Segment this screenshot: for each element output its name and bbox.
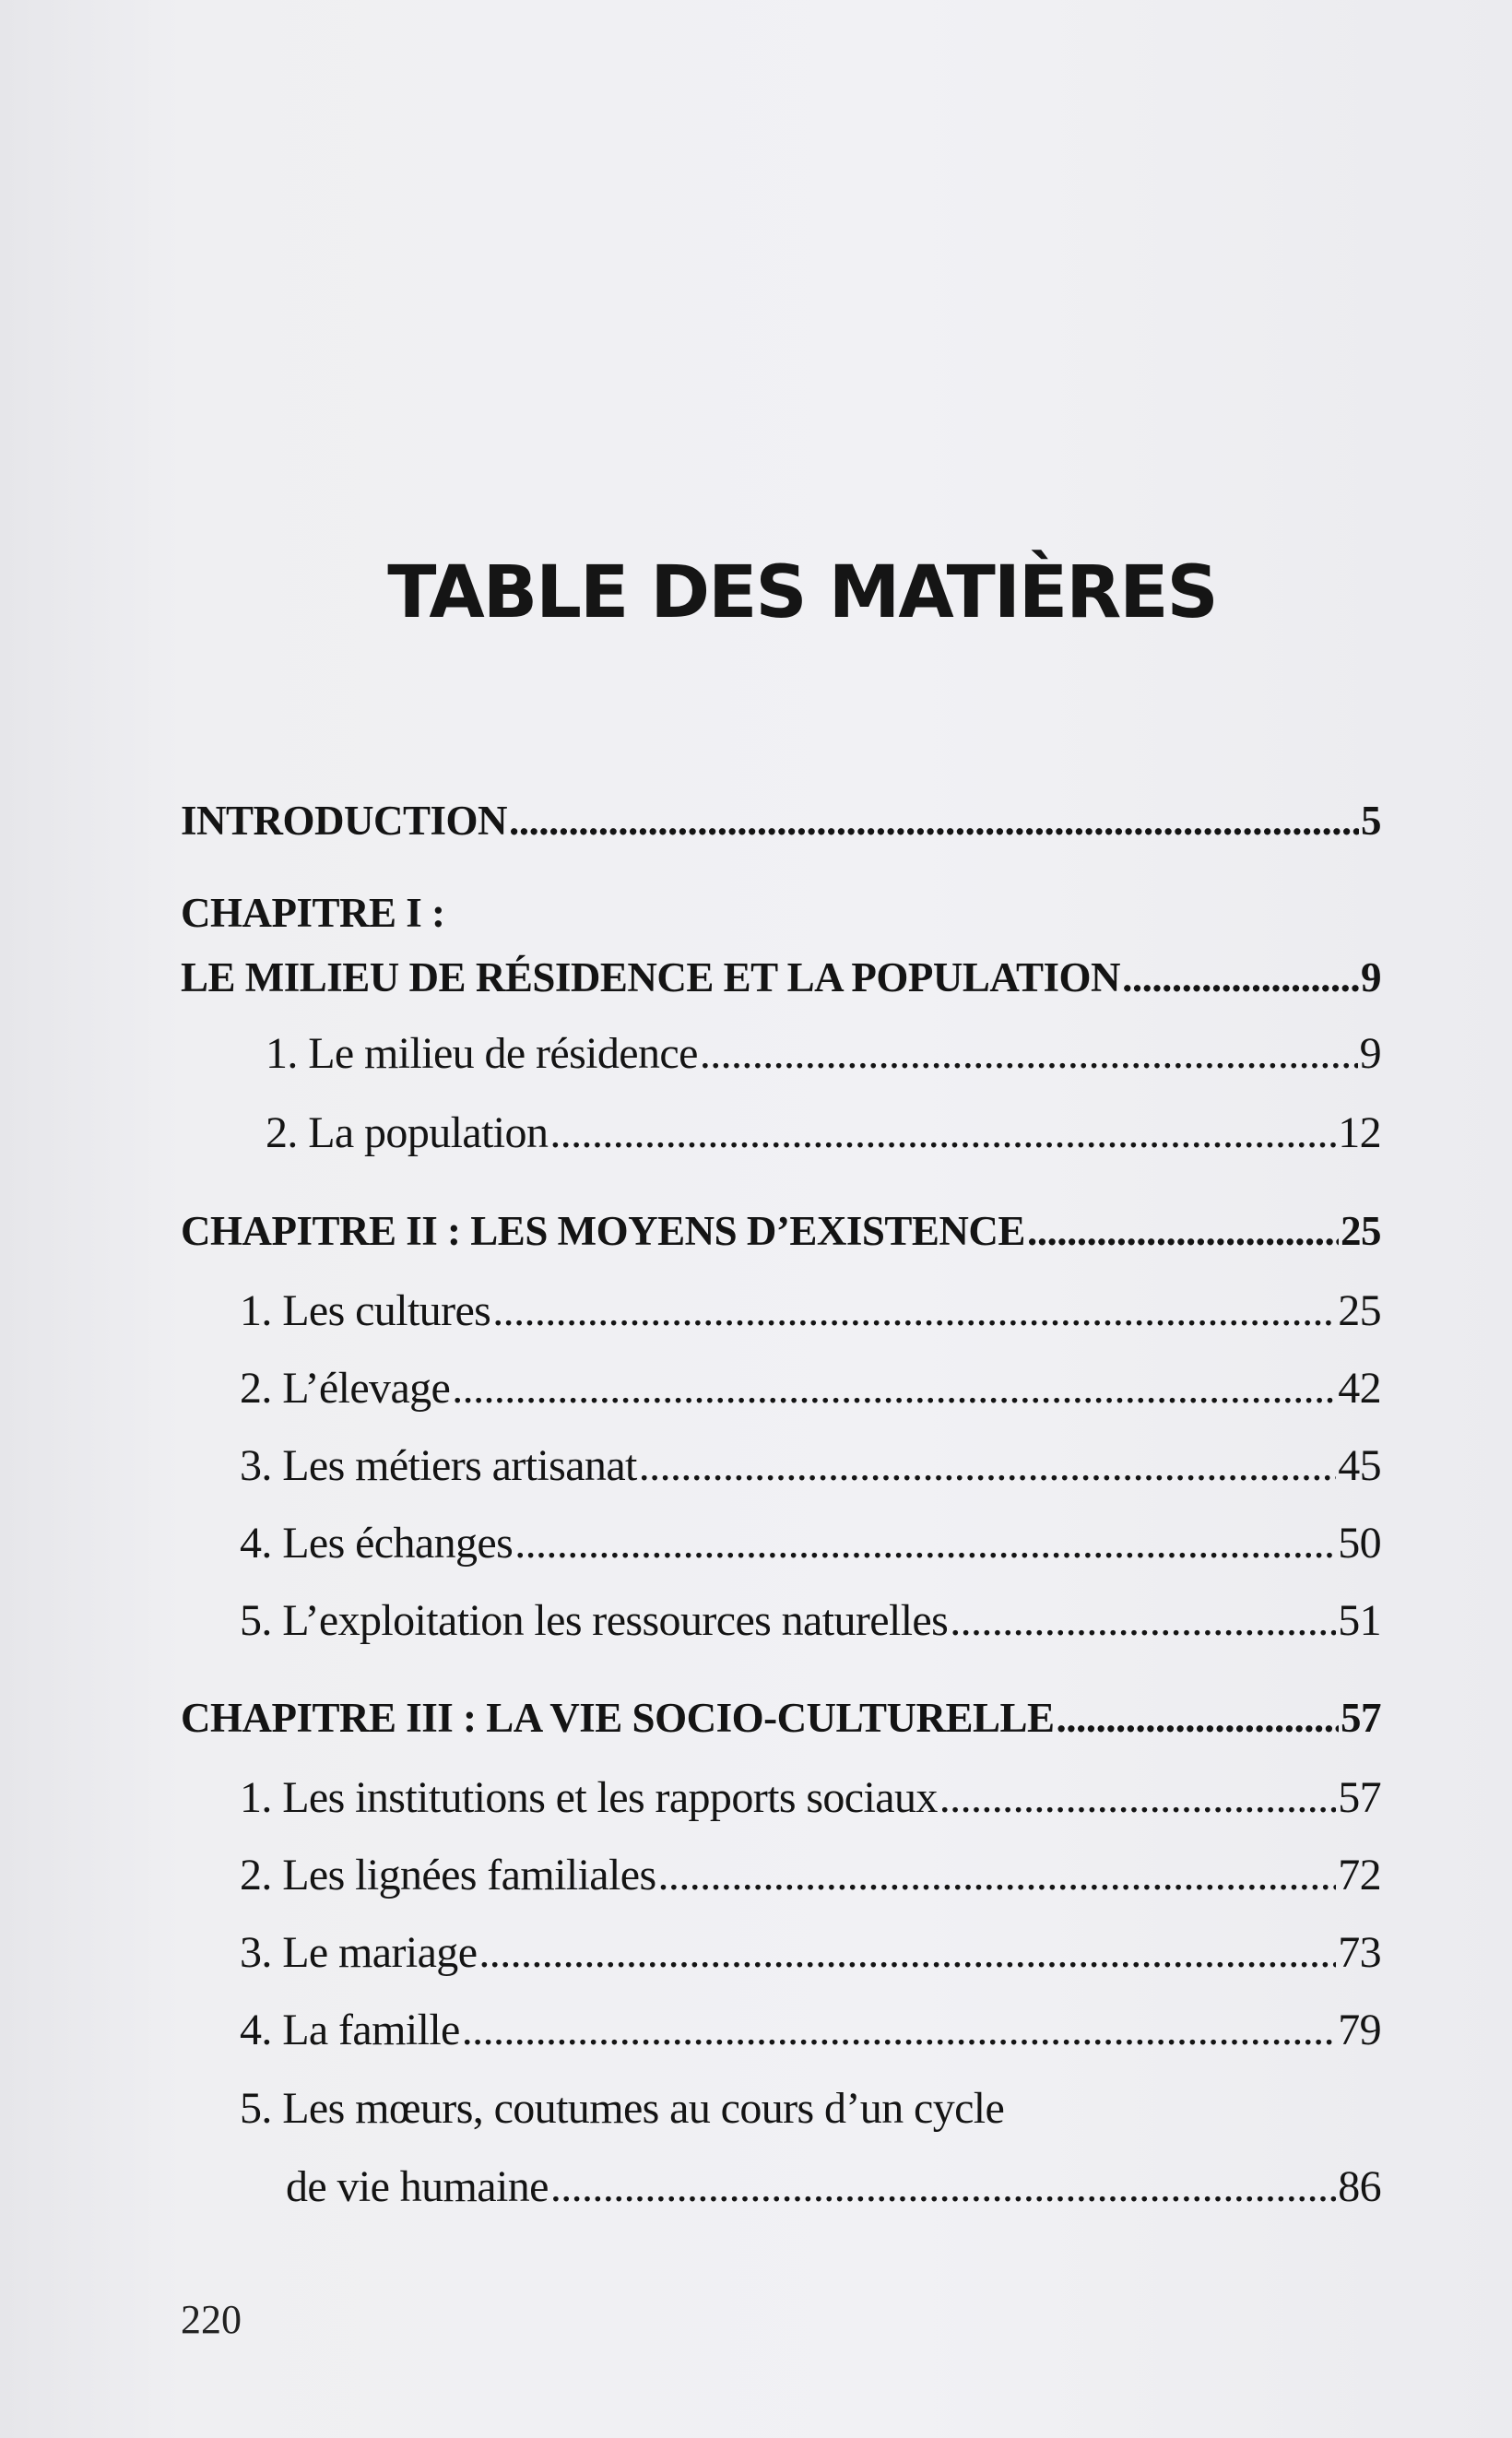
toc-entry-chapter-2[interactable] [181, 1189, 1381, 1272]
toc-page-number: 45 [1338, 1441, 1381, 1490]
dot-leader [1027, 1189, 1339, 1272]
toc-entry-label: 4. La famille [240, 2006, 460, 2054]
toc-entry-label: 1. Les cultures [240, 1286, 491, 1335]
toc-page-number: 9 [1361, 954, 1381, 1000]
dot-leader [639, 1427, 1336, 1505]
toc-entry-section[interactable] [181, 1350, 1381, 1427]
toc-entry-section[interactable] [181, 1427, 1381, 1505]
toc-entry-section[interactable] [181, 1992, 1381, 2069]
toc-entry-label: 2. La population [266, 1108, 549, 1157]
toc-entry-label: 4. Les échanges [240, 1519, 514, 1568]
toc-page-number: 25 [1341, 1208, 1381, 1254]
toc-entry-label-line1: 5. Les mœurs, coutumes au cours d’un cycle [240, 2084, 1005, 2133]
toc-entry-label: CHAPITRE III : LA VIE SOCIO-CULTURELLE [181, 1695, 1055, 1741]
toc-entry-chapter-1[interactable] [181, 941, 1381, 1014]
dot-leader [492, 1272, 1336, 1350]
toc-entry-section[interactable] [181, 1505, 1381, 1582]
dot-leader [509, 788, 1359, 853]
toc-page-number: 51 [1338, 1596, 1381, 1645]
toc-page-number: 79 [1338, 2006, 1381, 2054]
dot-leader [462, 1992, 1336, 2069]
toc-entry-label: 5. L’exploitation les ressources naturelles [240, 1596, 949, 1645]
page-number: 220 [181, 2297, 242, 2342]
dot-leader [478, 1914, 1336, 1992]
toc-entry-label: 1. Le milieu de résidence [266, 1029, 698, 1078]
toc-page-number: 12 [1338, 1108, 1381, 1157]
toc-entry-section[interactable] [181, 1272, 1381, 1350]
toc-entry-label: 1. Les institutions et les rapports sociaux [240, 1773, 938, 1822]
toc-entry-section[interactable] [181, 1582, 1381, 1660]
toc-page-number: 25 [1338, 1286, 1381, 1335]
page-title: TABLE DES MATIÈRES [387, 551, 1217, 634]
toc-entry-label: LE MILIEU DE RÉSIDENCE ET LA POPULATION [181, 954, 1121, 1000]
dot-leader [939, 1759, 1336, 1837]
toc-page-number: 57 [1338, 1773, 1381, 1822]
toc-entry-label: INTRODUCTION [181, 798, 508, 844]
chapter-1-heading: CHAPITRE I : [181, 890, 445, 936]
toc-entry-label: CHAPITRE II : LES MOYENS D’EXISTENCE [181, 1208, 1025, 1254]
dot-leader [549, 1094, 1336, 1173]
table-of-contents [181, 788, 1381, 2226]
toc-page-number: 9 [1359, 1029, 1381, 1078]
dot-leader [658, 1837, 1337, 1914]
dot-leader [452, 1350, 1336, 1427]
toc-entry-label: 3. Le mariage [240, 1928, 478, 1977]
toc-page-number: 72 [1338, 1851, 1381, 1900]
toc-entry-section[interactable] [181, 1837, 1381, 1914]
toc-entry-chapter-3[interactable] [181, 1676, 1381, 1759]
toc-entry-section[interactable] [181, 1914, 1381, 1992]
toc-entry-label: 3. Les métiers artisanat [240, 1441, 637, 1490]
dot-leader [514, 1505, 1336, 1582]
toc-entry-label: 2. L’élevage [240, 1364, 451, 1413]
toc-entry-label: 2. Les lignées familiales [240, 1851, 656, 1900]
toc-entry-section[interactable] [181, 2148, 1381, 2226]
toc-entry-introduction[interactable] [181, 788, 1381, 853]
toc-entry-section[interactable] [181, 1759, 1381, 1837]
dot-leader [550, 2148, 1336, 2226]
toc-entry-section[interactable] [181, 1014, 1381, 1094]
dot-leader [1057, 1676, 1339, 1759]
toc-page-number: 86 [1338, 2162, 1381, 2211]
toc-page-number: 5 [1361, 798, 1381, 844]
toc-page-number: 42 [1338, 1364, 1381, 1413]
dot-leader [700, 1014, 1358, 1094]
toc-page-number: 57 [1341, 1695, 1381, 1741]
toc-entry-section[interactable] [181, 1094, 1381, 1173]
dot-leader [1122, 941, 1359, 1014]
dot-leader [950, 1582, 1336, 1660]
toc-page-number: 73 [1338, 1928, 1381, 1977]
toc-page-number: 50 [1338, 1519, 1381, 1568]
toc-entry-label-line2: de vie humaine [286, 2162, 549, 2211]
